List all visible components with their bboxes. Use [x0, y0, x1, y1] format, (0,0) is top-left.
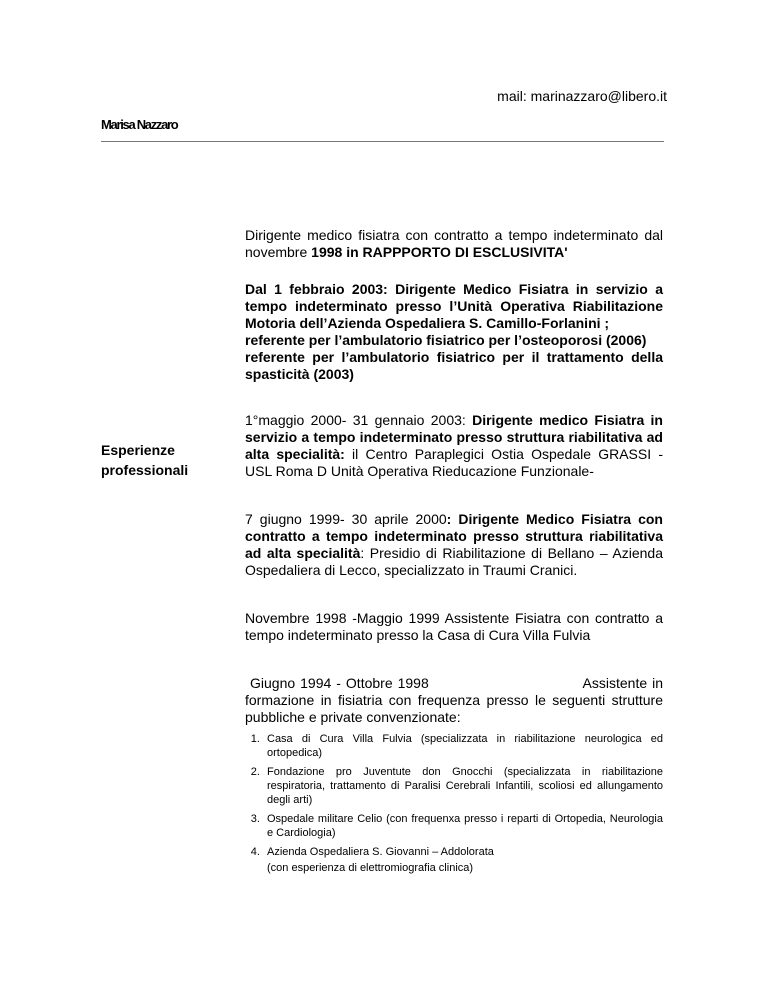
main-content	[245, 227, 667, 875]
training-list	[245, 732, 663, 859]
intro-text: Dirigente medico fisiatra con contratto a tempo indeterminato dal novembre	[245, 227, 663, 260]
exp1-bold: Dirigente medico Fisiatra in servizio a tempo indeterminato presso struttura riabilitativa ad alta specialità:	[245, 412, 663, 462]
current-line2: referente per l’ambulatorio fisiatrico per l’osteoporosi (2006)	[245, 332, 647, 348]
exp2-rest: : Presidio di Riabilitazione di Bellano – Azienda Ospedaliera di Lecco, specializzato in Traumi Cranici.	[245, 545, 663, 578]
current-line1: Dal 1 febbraio 2003: Dirigente Medico Fisiatra in servizio a tempo indeterminato presso l’Unità Operativa Riabilitazione Motoria dell’Azienda Ospedaliera S. Camillo-Forlanini ;	[245, 281, 663, 331]
intro-bold: 1998 in RAPPPORTO DI ESCLUSIVITA'	[311, 244, 568, 260]
experience-3	[245, 610, 663, 644]
person-name: Marisa Nazzaro	[101, 117, 178, 132]
experience-1	[245, 412, 663, 480]
list-note: (con esperienza di elettromiografia clinica)	[267, 862, 474, 874]
exp4-text: Giugno 1994 - Ottobre 1998 Assistente in formazione in fisiatria con frequenza presso le seguenti strutture pubbliche e private convenzionate:	[245, 675, 667, 725]
list-item: 4. Azienda Ospedaliera S. Giovanni – Addolorata	[263, 845, 663, 859]
header-divider	[101, 141, 664, 142]
intro-paragraph	[245, 227, 663, 261]
exp3-text: Novembre 1998 -Maggio 1999 Assistente Fisiatra con contratto a tempo indeterminato presso la Casa di Cura Villa Fulvia	[245, 610, 663, 643]
header-email: mail: marinazzaro@libero.it	[497, 88, 667, 104]
experience-4	[245, 675, 667, 726]
experience-2	[245, 511, 663, 579]
list-item: 3. Ospedale militare Celio (con frequenxa presso i reparti di Ortopedia, Neurologia e Cardiologia)	[263, 812, 663, 840]
section-label-line2: professionali	[101, 462, 189, 478]
current-line3: referente per l’ambulatorio fisiatrico per il trattamento della spasticità (2003)	[245, 349, 663, 382]
list-item: 2. Fondazione pro Juventute don Gnocchi (specializzata in riabilitazione respiratoria, trattamento di Paralisi Cerebrali Infantili, scoliosi ed allungamento degli arti)	[263, 765, 663, 807]
exp1-rest: il Centro Paraplegici Ostia Ospedale GRASSI - USL Roma D Unità Operativa Rieducazione Funzionale-	[245, 446, 663, 479]
section-label-line1: Esperienze	[101, 442, 175, 458]
exp1-date: 1°maggio 2000- 31 gennaio 2003:	[245, 412, 473, 428]
list-item: 1. Casa di Cura Villa Fulvia (specializzata in riabilitazione neurologica ed ortopedica)	[263, 732, 663, 760]
section-label-experience	[101, 440, 188, 480]
current-position	[245, 281, 663, 383]
exp2-date: 7 giugno 1999- 30 aprile 2000	[245, 511, 447, 527]
exp2-bold: : Dirigente Medico Fisiatra con contratto a tempo indeterminato presso struttura riabilitativa ad alta specialità	[245, 511, 663, 561]
